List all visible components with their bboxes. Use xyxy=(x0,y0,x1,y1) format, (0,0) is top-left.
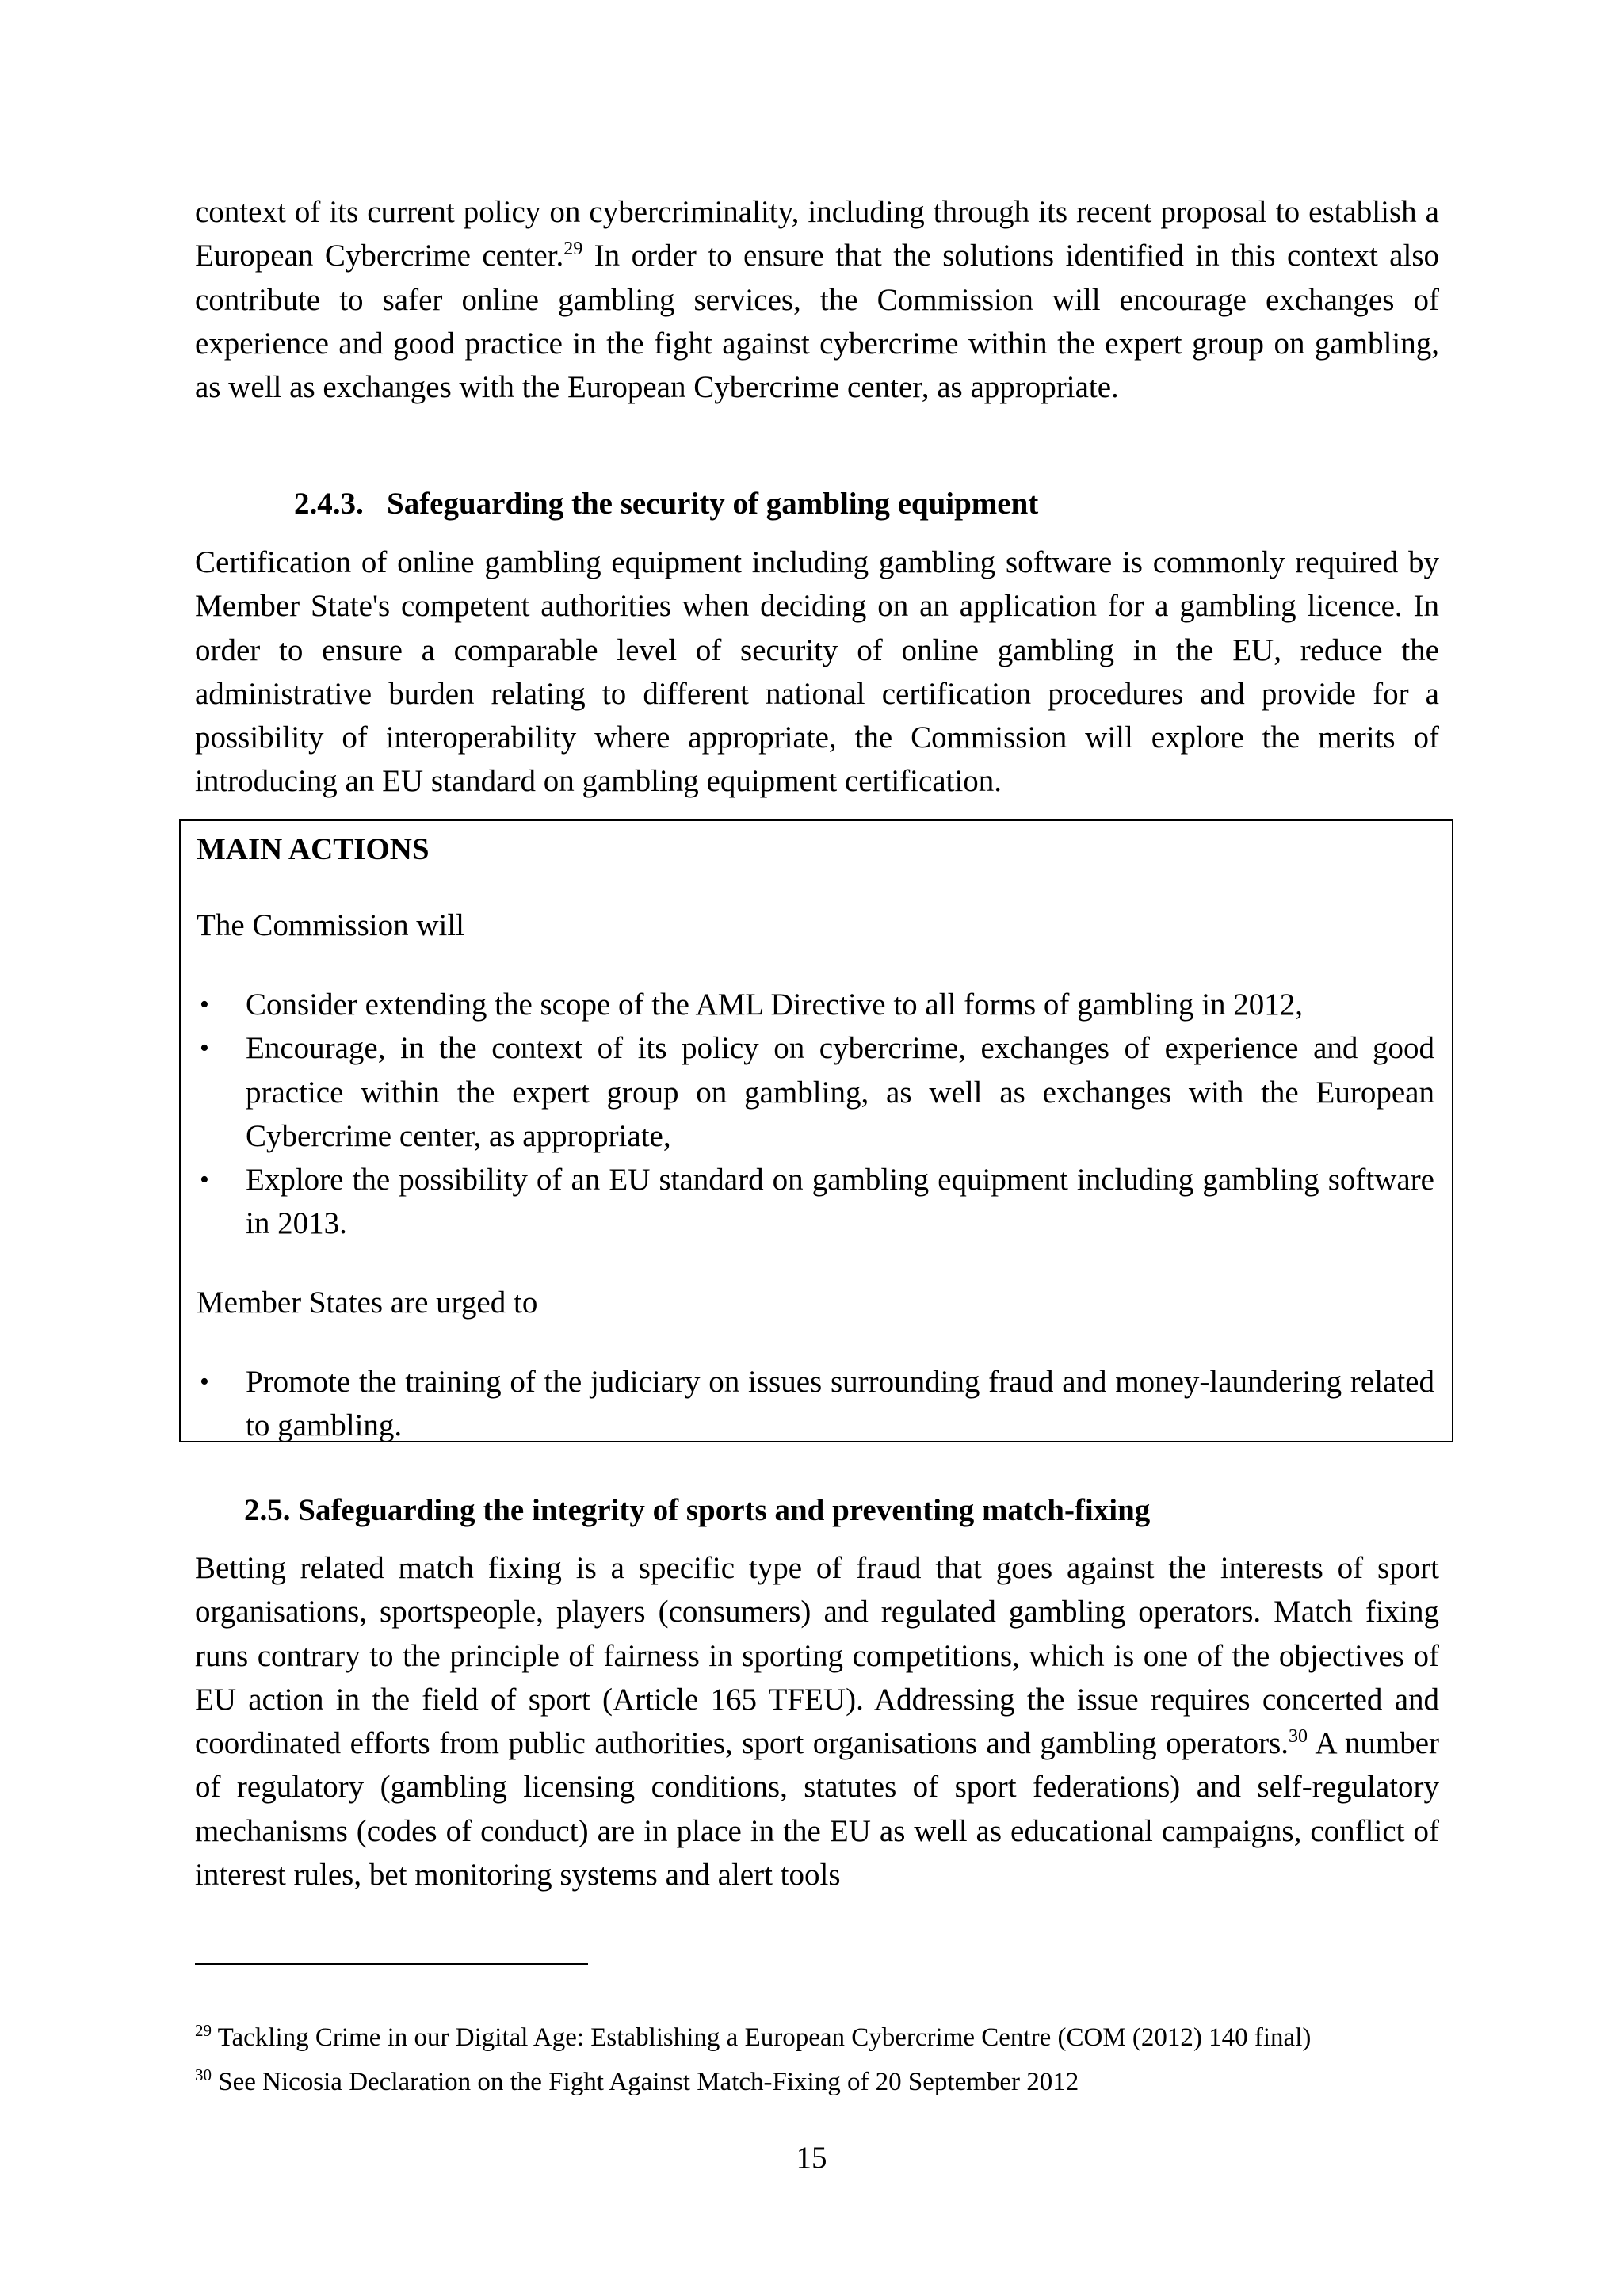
list-item-text: Promote the training of the judiciary on issues surrounding fraud and money-laundering related to gambling. xyxy=(246,1365,1434,1443)
list-item-text: Explore the possibility of an EU standard on gambling equipment including gambling software in 2013. xyxy=(246,1163,1434,1241)
bullet-icon: • xyxy=(200,990,209,1019)
footnote-number: 30 xyxy=(195,2065,212,2084)
paragraph-equipment: Certification of online gambling equipment including gambling software is commonly required by Member State's competent authorities when deciding on an application for a gambling licence. In order to ensure a comparable level of security of online gambling in the EU, reduce the administrative burden relating to different national certification procedures and provide for a possibility of interoperability where appropriate, the Commission will explore the merits of introducing an EU standard on gambling equipment certification. xyxy=(195,545,1439,799)
section-heading-2-5 xyxy=(244,1488,1150,1532)
list-item xyxy=(197,983,1434,1026)
member-states-action-list xyxy=(197,1360,1434,1448)
section-title: Safeguarding the integrity of sports and preventing match-fixing xyxy=(298,1493,1151,1527)
footnote-29 xyxy=(195,2019,1439,2056)
footnote-number: 29 xyxy=(195,2021,212,2040)
page-number: 15 xyxy=(796,2141,827,2175)
paragraph-cybercrime xyxy=(195,190,1439,409)
list-item-text: Consider extending the scope of the AML Directive to all forms of gambling in 2012, xyxy=(246,988,1304,1022)
footnote-30 xyxy=(195,2064,1439,2100)
paragraph-cybercrime-part2: In order to ensure that the solutions identified in this context also contribute to safer online gambling services, the Commission will encourage exchanges of experience and good practice in the fight against cybercrime within the expert group on gambling, as well as exchanges with the European Cybercrime center, as appropriate. xyxy=(195,239,1439,405)
paragraph-match-fixing-part1: Betting related match fixing is a specific type of fraud that goes against the interests of sport organisations, sportspeople, players (consumers) and regulated gambling operators. Match fixing runs contrary to the principle of fairness in sporting competitions, which is one of the objectives of EU action in the field of sport (Article 165 TFEU). Addressing the issue requires concerted and coordinated efforts from public authorities, sport organisations and gambling operators. xyxy=(195,1551,1439,1761)
paragraph-match-fixing xyxy=(195,1546,1439,1897)
footnote-ref-29[interactable]: 29 xyxy=(563,239,583,260)
paragraph-cybercrime-part1: context of its current policy on cybercriminality, including through its recent proposal to establish a European Cybercrime center. xyxy=(195,195,1439,273)
main-actions-box xyxy=(179,819,1453,1442)
bullet-icon: • xyxy=(200,1165,209,1195)
section-heading-2-4-3 xyxy=(294,482,1038,525)
footnote-separator xyxy=(195,1963,588,1965)
list-item xyxy=(197,1026,1434,1158)
section-title: Safeguarding the security of gambling equipment xyxy=(387,487,1039,521)
section-number: 2.4.3. xyxy=(294,487,364,521)
bullet-icon: • xyxy=(200,1367,209,1396)
commission-intro: The Commission will xyxy=(197,908,465,942)
commission-action-list xyxy=(197,983,1434,1246)
paragraph-match-fixing-part2: A number of regulatory (gambling licensing conditions, statutes of sport federations) and self-regulatory mechanisms (codes of conduct) are in place in the EU as well as educational campaigns, conflict of interest rules, bet monitoring systems and alert tools xyxy=(195,1726,1439,1893)
member-states-intro: Member States are urged to xyxy=(197,1286,538,1320)
list-item-text: Encourage, in the context of its policy on cybercrime, exchanges of experience and good practice within the expert group on gambling, as well as exchanges with the European Cybercrime center, as appropriate, xyxy=(246,1031,1434,1153)
bullet-icon: • xyxy=(200,1033,209,1064)
footnote-text: See Nicosia Declaration on the Fight Against Match-Fixing of 20 September 2012 xyxy=(212,2068,1079,2096)
section-number: 2.5. xyxy=(244,1493,291,1527)
footnote-text: Tackling Crime in our Digital Age: Establishing a European Cybercrime Centre (COM (2012) 140 final) xyxy=(212,2023,1312,2052)
list-item xyxy=(197,1158,1434,1246)
main-actions-title: MAIN ACTIONS xyxy=(197,832,430,866)
footnote-ref-30[interactable]: 30 xyxy=(1289,1726,1308,1748)
list-item xyxy=(197,1360,1434,1448)
